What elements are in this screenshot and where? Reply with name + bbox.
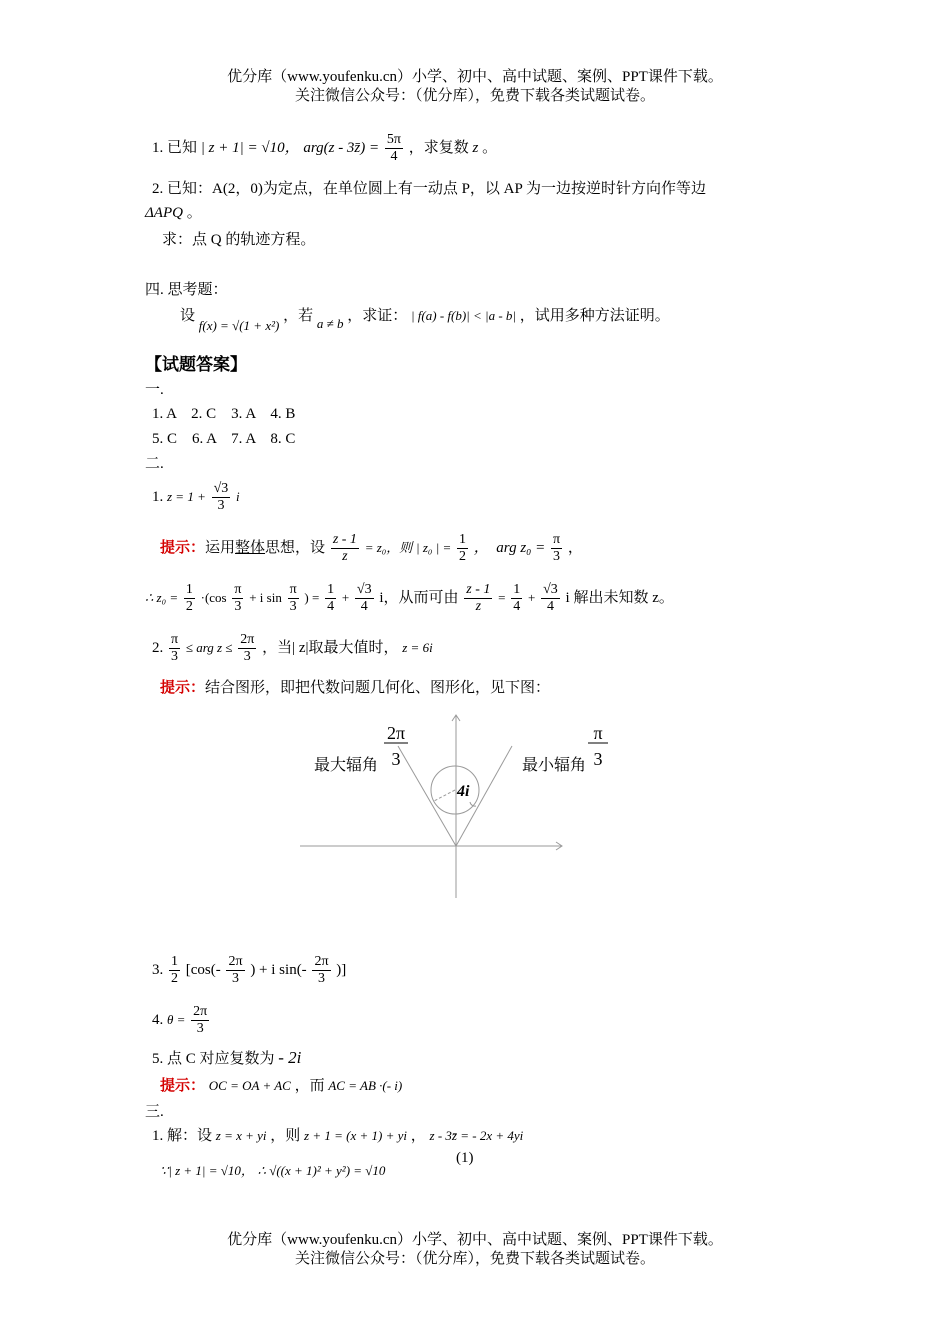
problem-1-fraction: $\frac{5\pi}{4}$: [386, 132, 401, 165]
left-label: 最大辐角: [314, 757, 379, 774]
hint-2: 提示：结合图形，即把代数问题几何化、图形化，见下图：: [160, 680, 551, 696]
argument-figure: [300, 712, 603, 902]
answer-2-5: 5. 点 C 对应复数为 - 2i: [152, 1048, 302, 1067]
radius-dashed: [434, 790, 455, 801]
header-line-1: 优分库（www.youfenku.cn）小学、初中、高中试题、案例、PPT课件下载。: [227, 69, 723, 85]
thinking-statement: 设 f(x) = √(1 + x²) ，若 a ≠ b ，求证： | f(a) - f(b)| < |a - b| ，试用多种方法证明。: [180, 308, 670, 333]
section-3-label: 三.: [145, 1104, 164, 1120]
solution-line-1: 1. 解：设 z = x + yi ，则 z + 1 = (x + 1) + yi ， z - 3z̄ = - 2x + 4yi: [152, 1128, 524, 1144]
right-frac-den: 3: [593, 749, 603, 769]
header-line-2: 关注微信公众号：（优分库），免费下载各类试题试卷。: [294, 88, 655, 104]
max-argument-ray: [398, 746, 456, 846]
equation-number: (1): [456, 1150, 474, 1166]
problem-1: 1. 已知 | z + 1| = √10， arg(z - 3z̄) = $\frac{5\pi}{4}$ ，求复数 z 。: [152, 132, 498, 165]
hint-3: 提示： OC = OA + AC ，而 AC = AB ·(- i): [160, 1078, 403, 1094]
problem-1-label: 1. 已知: [152, 140, 198, 156]
hint-1: 提示：运用整体思想，设 $\frac{z - 1}{z}$ = z₀，则 | z₀ | = $\frac{1}{2}$ ， arg z₀ = $\frac{\pi}{3}$ ，: [160, 532, 583, 565]
problem-2-line-3: 求：点 Q 的轨迹方程。: [162, 232, 316, 248]
footer-line-1: 优分库（www.youfenku.cn）小学、初中、高中试题、案例、PPT课件下载。: [227, 1232, 723, 1248]
left-frac-den: 3: [391, 749, 401, 769]
left-frac-num: 2π: [386, 723, 406, 743]
problem-2-line-2: ΔAPQ 。: [145, 205, 202, 221]
thinking-title: 四. 思考题：: [145, 282, 228, 298]
center-label: 4i: [457, 783, 470, 800]
answers-row-1: 1. A 2. C 3. A 4. B: [152, 406, 296, 422]
answers-title: 【试题答案】: [145, 355, 247, 374]
section-2-label: 二.: [145, 456, 164, 472]
hint-1-line-2: ∴ z₀ = $\frac{1}{2}$ ·(cos $\frac{\pi}{3}$ + i sin $\frac{\pi}{3}$ ) = $\frac{1}{4}$ + $\frac{√3}{4}$ i，从而可由 $\frac{z - 1}{z}$ = $\frac{1}{4}$ + $\frac{√3}{4}$ i 解出未知数 z。: [145, 582, 674, 615]
solution-line-2: ∵| z + 1| = √10， ∴ √((x + 1)² + y²) = √10: [160, 1163, 386, 1178]
footer-line-2: 关注微信公众号：（优分库），免费下载各类试题试卷。: [294, 1251, 655, 1267]
problem-2-line-1: 2. 已知：A(2，0)为定点，在单位圆上有一动点 P，以 AP 为一边按逆时针方向作等边: [152, 181, 707, 197]
section-1-label: 一.: [145, 382, 164, 398]
answer-2-1: 1. z = 1 + $\frac{√3}{3}$ i: [152, 481, 240, 514]
problem-1-arg: arg(z - 3z̄) =: [303, 140, 380, 156]
answer-2-2: 2. $\frac{\pi}{3}$ ≤ arg z ≤ $\frac{2\pi}{3}$ ，当| z|取最大值时， z = 6i: [152, 632, 433, 665]
answer-2-3: 3. $\frac{1}{2}$ [cos(- $\frac{2\pi}{3}$ ) + i sin(- $\frac{2\pi}{3}$ )]: [152, 954, 347, 987]
right-label: 最小辐角: [522, 757, 587, 774]
right-frac-num: π: [593, 723, 603, 743]
answer-2-4: 4. θ = $\frac{2\pi}{3}$: [152, 1004, 208, 1037]
answers-row-2: 5. C 6. A 7. A 8. C: [152, 431, 296, 447]
problem-1-abs: | z + 1| = √10，: [200, 140, 300, 156]
